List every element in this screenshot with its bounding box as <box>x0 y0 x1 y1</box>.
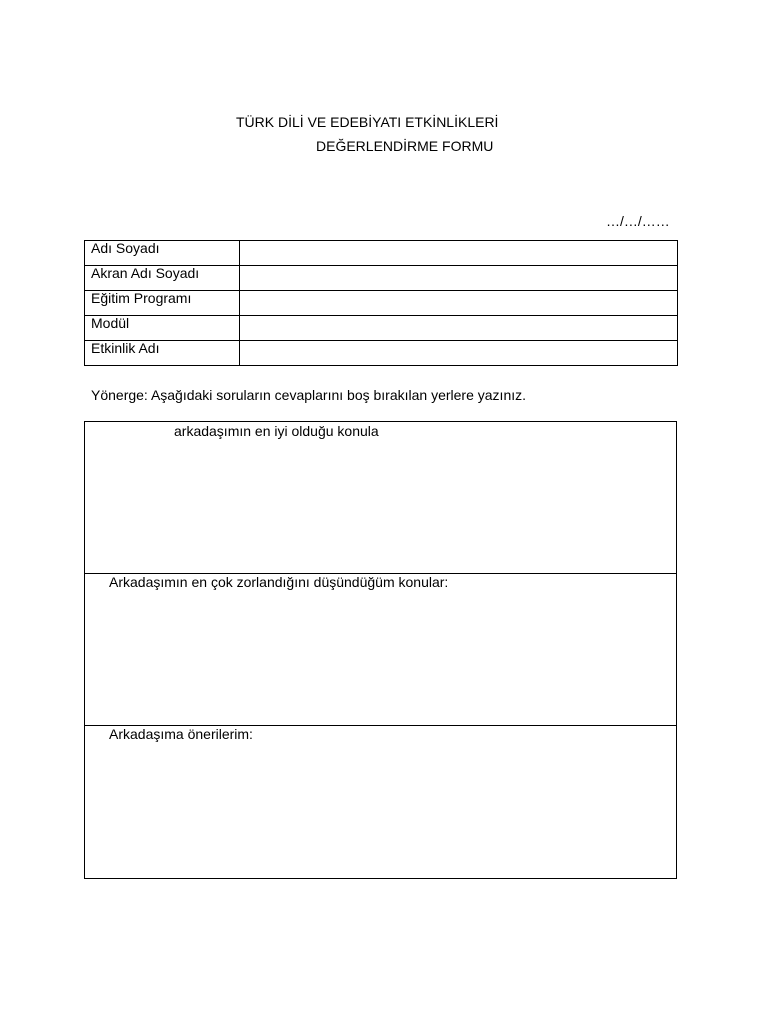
info-value-module[interactable] <box>240 316 678 341</box>
question-box-strengths <box>84 421 677 574</box>
info-label-module: Modül <box>85 316 240 341</box>
answer-area-strengths[interactable] <box>86 442 675 573</box>
question-box-difficulties <box>84 573 677 726</box>
student-info-table <box>84 240 678 366</box>
info-value-program[interactable] <box>240 291 678 316</box>
table-row <box>85 266 678 291</box>
info-value-name[interactable] <box>240 241 678 266</box>
instruction-text: Yönerge: Aşağıdaki soruların cevaplarını boş bırakılan yerlere yazınız. <box>91 387 527 403</box>
table-row <box>85 241 678 266</box>
table-row <box>85 316 678 341</box>
info-label-activity: Etkinlik Adı <box>85 341 240 366</box>
question-label-strengths: arkadaşımın en iyi olduğu konula <box>174 423 379 439</box>
info-value-peer-name[interactable] <box>240 266 678 291</box>
date-placeholder: …/…/…… <box>606 213 670 229</box>
answer-area-suggestions[interactable] <box>86 746 675 877</box>
form-title-line-1: TÜRK DİLİ VE EDEBİYATI ETKİNLİKLERİ <box>236 114 499 130</box>
info-label-program: Eğitim Programı <box>85 291 240 316</box>
info-label-name: Adı Soyadı <box>85 241 240 266</box>
info-value-activity[interactable] <box>240 341 678 366</box>
form-title-line-2: DEĞERLENDİRME FORMU <box>316 138 494 154</box>
info-label-peer-name: Akran Adı Soyadı <box>85 266 240 291</box>
question-label-difficulties: Arkadaşımın en çok zorlandığını düşündüğüm konular: <box>109 574 449 590</box>
table-row <box>85 291 678 316</box>
answer-area-difficulties[interactable] <box>86 594 675 725</box>
question-label-suggestions: Arkadaşıma önerilerim: <box>109 726 253 742</box>
table-row <box>85 341 678 366</box>
question-box-suggestions <box>84 725 677 879</box>
